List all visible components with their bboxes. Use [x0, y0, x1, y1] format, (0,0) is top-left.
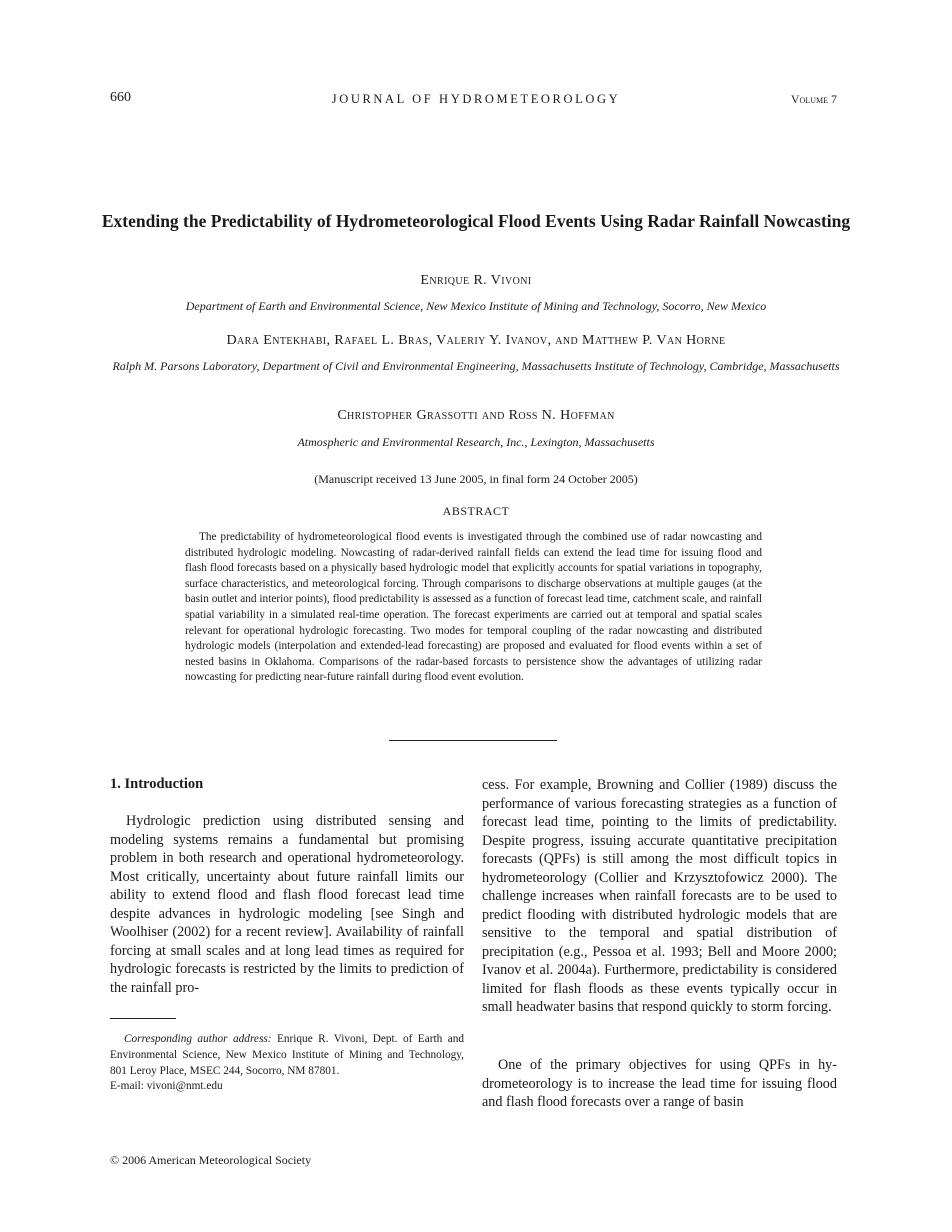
affiliation-3: Atmospheric and Environmental Research, Inc., Lexington, Massachusetts [297, 435, 655, 449]
intro-paragraph-left: Hydrologic prediction using distributed sensing and modeling systems remains a fundamental but promising problem in both research and operational hydrometeorology. Most critically, uncertainty about future rainfall limits our ability to extend flood and flash flood forecast lead time despite advances in hydrologic modeling [see Singh and Woolhiser (2002) for a recent review]. Availability of rainfall forcing at small scales and at long lead times as required for hydrologic forecasts is restricted by the limits to prediction of the rainfall pro- [110, 813, 464, 996]
affiliation-2: Ralph M. Parsons Laboratory, Department of Civil and Environmental Engineering, Massachusetts Institute of Technology, Cambridge, Massachusetts [112, 359, 840, 373]
footnote [110, 1032, 464, 1095]
author-line-1: Enrique R. Vivoni [420, 273, 532, 288]
footnote-body [110, 1032, 464, 1079]
author-line-3: Christopher Grassotti and Ross N. Hoffman [337, 408, 615, 423]
manuscript-dates: (Manuscript received 13 June 2005, in final form 24 October 2005) [314, 472, 638, 486]
footnote-text: Enrique R. Vivoni, Dept. of Earth and Environmental Science, New Mexico Institute of Mining and Technology, 801 Leroy Place, MSEC 244, Socorro, NM 87801. [110, 1033, 465, 1077]
intro-paragraph-right-2: One of the primary objectives for using QPFs in hydrometeorology is to increase the lead time for issuing flood and flash flood forecasts over a range of basin [482, 1057, 837, 1110]
footnote-label: Corresponding author address: [124, 1033, 272, 1045]
journal-name: JOURNAL OF HYDROMETEOROLOGY [331, 92, 621, 106]
abstract-text: The predictability of hydrometeorological flood events is investigated through the combined use of radar nowcasting and distributed hydrologic modeling. Nowcasting of radar-derived rainfall fields can extend the lead time for issuing flood and flash flood forecasts based on a physically based hydrologic model that explicitly accounts for spatial variations in topography, surface characteristics, and meteorological forcing. Through comparisons to discharge observations at multiple gauges (at the basin outlet and interior points), flood predictability is assessed as a function of forecast lead time, catchment scale, and rainfall spatial variability in a simulated real-time operation. The forecast experiments are carried out at temporal and spatial scales relevant for operational hydrologic forecasting. Two modes for temporal coupling of the radar nowcasting and distributed hydrologic models (interpolation and extended-lead forecasting) are proposed and evaluated for flood events within a set of nested basins in Oklahoma. Comparisons of the radar-based forcasts to persistence show the advantages of utilizing radar nowcasting for predicting near-future rainfall during flood event evolution. [185, 531, 762, 684]
footnote-divider [110, 1018, 176, 1019]
affiliation-1: Department of Earth and Environmental Science, New Mexico Institute of Mining and Technology, Socorro, New Mexico [185, 299, 767, 313]
paper-title: Extending the Predictability of Hydrometeorological Flood Events Using Radar Rainfall Nowcasting [101, 211, 851, 231]
volume-label: Volume 7 [790, 92, 837, 106]
copyright-notice: © 2006 American Meteorological Society [110, 1153, 312, 1167]
section-divider [389, 740, 557, 741]
abstract-heading: ABSTRACT [442, 504, 510, 518]
author-line-2: Dara Entekhabi, Rafael L. Bras, Valeriy Y. Ivanov, and Matthew P. Van Horne [226, 333, 726, 348]
page-number: 660 [110, 90, 131, 105]
intro-paragraph-right-1: cess. For example, Browning and Collier (1989) discuss the performance of various forecasting strategies as a function of forecast lead time, pointing to the limits of predictability. Despite progress, issuing accurate quantitative precipitation forecasts (QPFs) is still among the most difficult topics in hydrometeorology (Collier and Krzysztofowicz 2000). The challenge increases when rainfall forecasts are to be used to predict flooding with distributed hydrologic models that are sensitive to the temporal and spatial distribution of precipitation (e.g., Pessoa et al. 1993; Bell and Moore 2000; Ivanov et al. 2004a). Furthermore, predictability is considered limited for flash floods as these events typically occur in small headwater basins that respond quickly to storm forcing. [482, 777, 837, 1015]
footnote-email: E-mail: vivoni@nmt.edu [110, 1080, 223, 1093]
section-title: 1. Introduction [110, 776, 204, 792]
